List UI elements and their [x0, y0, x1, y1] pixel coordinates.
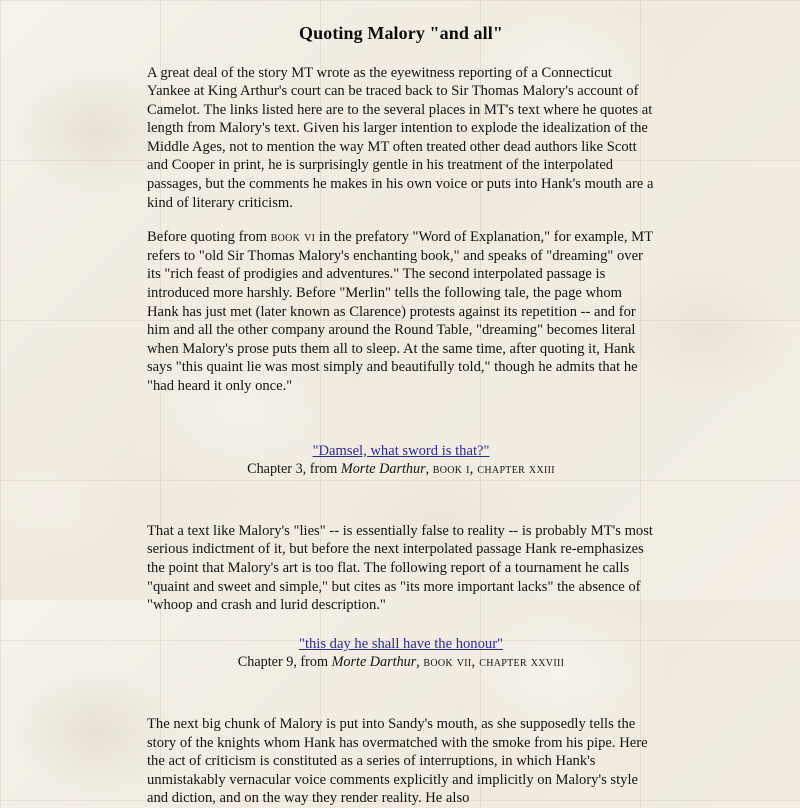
- citation-two-comma: ,: [416, 654, 424, 671]
- paragraph-book-six-rest: in the prefatory "Word of Explanation," for example, MT refers to "old Sir Thomas Malory's enchanting book," and speaks of "dreaming" over its "rich feast of prodigies and adventures." The second interpolated passage is introduced more harshly. Before "Merlin" tells the following tale, the page whom Hank has just met (later known as Clarence) protests against its repetition -- and for him and all the other company around the Round Table, "dreaming" becomes literal when Malory's prose puts them all to sleep. At the same time, after quoting it, Hank says "this quaint lie was most simply and beautifully told," though he admits that he "had heard it only once.": [147, 229, 653, 394]
- spacer-above-quote-one: [147, 396, 655, 422]
- paragraph-sandy: The next big chunk of Malory is put into Sandy's mouth, as she supposedly tells the story of the knights whom Hank has overmatched with the smoke from his pipe. Here the act of criticism is constituted as a series of interruptions, in which Hank's unmistakably vernacular voice comments explicitly and implicitly on Malory's style and diction, and on the way they render reality. He also: [147, 715, 648, 807]
- citation-two-prefix: Chapter 9, from: [237, 654, 332, 671]
- citation-one-book-chapter: book i, chapter xxiii: [432, 461, 555, 478]
- quote-link-this-day-he-shall-have-the-honour[interactable]: "this day he shall have the honour": [298, 635, 504, 652]
- spacer-below-quote-two: [147, 672, 655, 699]
- paragraph-book-six: [147, 228, 655, 395]
- page-title: Quoting Malory "and all": [299, 23, 503, 43]
- citation-one-work-title: Morte Darthur: [340, 461, 426, 478]
- quote-link-damsel-what-sword[interactable]: "Damsel, what sword is that?": [312, 442, 490, 459]
- citation-one-prefix: Chapter 3, from: [247, 461, 341, 478]
- paragraph-book-six-lead: Before quoting from: [147, 229, 271, 246]
- quote-block-two: [147, 635, 655, 672]
- paragraph-lies: That a text like Malory's "lies" -- is essentially false to reality -- is probably MT's most serious indictment of it, but before the next interpolated passage Hank re-emphasizes the point that Malory's art is too flat. The following report of a tournament he calls "quaint and sweet and simple," but cites as "its more important lacks" the absence of "whoop and crash and lurid description.": [147, 522, 653, 614]
- spacer-below-quote-one: [147, 479, 655, 506]
- quote-block-one: [147, 442, 655, 479]
- quote-citation-one: [147, 460, 655, 479]
- paragraph-intro: A great deal of the story MT wrote as the eyewitness reporting of a Connecticut Yankee at King Arthur's court can be traced back to Sir Thomas Malory's account of Camelot. The links listed here are to the several places in MT's text where he quotes at length from Malory's text. Given his larger intention to explode the idealization of the Middle Ages, not to mention the way MT often treated other dead authors like Scott and Cooper in print, he is surprisingly gentle in his treatment of the interpolated passages, but the comments he makes in his own voice or puts into Hank's mouth are a kind of literary criticism.: [147, 64, 654, 211]
- citation-two-book-chapter: book vii, chapter xxviii: [423, 654, 565, 671]
- content-column: [147, 0, 655, 808]
- citation-one-comma: ,: [425, 461, 433, 478]
- citation-two-work-title: Morte Darthur: [331, 654, 417, 671]
- smallcaps-book-vi: book vi: [270, 229, 316, 246]
- quote-citation-two: [147, 653, 655, 672]
